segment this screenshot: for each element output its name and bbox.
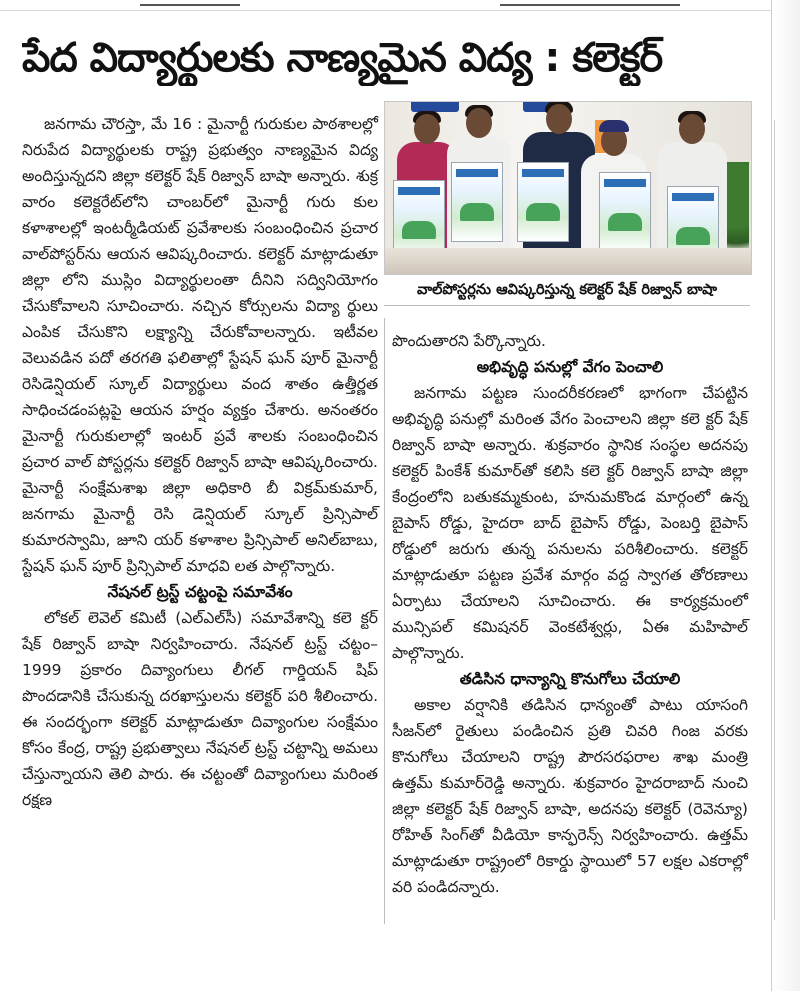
text-line: పూర్ ప్రిన్సిపాల్ మాధవి లత పాల్గొన్నారు. [91,557,336,575]
article-photo [384,101,752,275]
text-line: పాఠశాలల్లో నిరుపేద విద్యార్థులకు రాష్ట్ర [22,115,378,159]
text-line: కలెక్టర్ (రెవెన్యూ) రోహిత్ సింగ్‌తో వీడియో కాన్ఫరెన్స్ [392,800,748,844]
article-column-2 [392,328,748,900]
text-line: సంస్థల అదనపు కలెక్టర్ పింకేశ్ కుమార్‌తో కలిసి కలె [392,436,748,480]
text-line: కమిషనర్ వెంకటేశ్వర్లు, ఏఈ మహిపాల్ పాల్గొన్నారు. [392,618,748,662]
text-line: స్థాయిలో 57 లక్షల ఎకరాల్లో వరి పండిదన్నారు. [392,852,748,896]
text-line: వారం కలెక్టరేట్‌లోని చాంబర్‌లో మైనార్టీ గురు [22,193,336,211]
text-line: జనగామ చౌరస్తా, మే 16 : మైనార్టీ గురుకుల [44,115,308,133]
text-line: ఇటీవల వెలువడిన పదో తరగతి ఫలితాల్లో స్టేషన్ ఘన్ [22,323,378,367]
text-line: రిజ్వాన్ బాషా ఆవిష్కరించారు. మైనార్టీ సంక్షేమశాఖ [22,453,378,497]
text-line: కుల కళాశాలల్లో ఇంటర్మీడియట్ ప్రవేశాలకు [22,193,378,237]
text-line: జిల్లా కలెక్టర్ షేక్ రిజ్వాన్ బాషా అన్నారు. శుక్ర [112,167,378,185]
text-line: చట్టం–1999 ప్రకారం దివ్యాంగులు లీగల్ గార్డియన్ [22,635,378,679]
section-paragraph [22,605,378,813]
text-line: అకాల వర్షానికి తడిసిన ధాన్యంతో పాటు యాసంగి [414,696,748,714]
continued-line: పొందుతారని పేర్కొన్నారు. [392,332,546,350]
wall-poster [517,162,569,242]
section-subhead: అభివృద్ధి పనుల్లో వేగం పెంచాలి [476,358,664,376]
text-line: చేయాలని సూచించారు. ఈ కార్యక్రమంలో మున్సిపల్ [392,592,748,636]
section-paragraph [392,380,748,666]
text-line: షిప్ పొందడానికి చేసుకున్న దరఖాస్తులను కలెక్టర్ పరి [22,661,378,705]
text-line: సీజన్‌లో రైతులు పండించిన ప్రతి చివరి గింజ వరకు [392,722,748,740]
text-line: తున్న పనులను పరిశీలించారు. కలెక్టర్ మాట్లాడుతూ [392,540,748,584]
lead-paragraph [22,111,378,579]
text-line: క్టర్ షేక్ రిజ్వాన్ బాషా అన్నారు. శుక్రవారం స్థానిక [392,410,748,454]
section-subhead: తడిసిన ధాన్యాన్ని కొనుగోలు చేయాలి [459,670,681,688]
text-line: చేసుకోవాలని సూచించారు. నచ్చిన కోర్సులను విద్యా [22,297,340,315]
text-line: బాద్ బైపాస్ రోడ్డు, పెంబర్తి బైపాస్ రోడ్డులో జరుగు [392,514,748,558]
text-line: జనగామ పట్టణ సుందరీకరణలో భాగంగా చేపట్టిన [414,384,748,402]
section-paragraph [392,692,748,900]
top-clipped-strip [0,0,800,11]
text-line: చేశారు. అనంతరం మైనార్టీ గురుకులాల్లో ఇంటర్ ప్రవే [22,401,378,445]
text-line: శాతం ఉత్తీర్ణత సాధించడంపట్లపై ఆయన హర్షం వ్యక్తం [22,375,378,419]
text-line: లోకల్ లెవెల్ కమిటీ (ఎల్‌ఎల్‌సీ) సమావేశాన్ని కలె [44,609,352,627]
text-line: డెన్షియల్ స్కూల్ ప్రిన్సిపాల్ కుమారస్వామి, జూని [22,505,379,549]
article-headline: పేద విద్యార్థులకు నాణ్యమైన విద్య : కలెక్టర్ [22,35,663,81]
adjacent-page-edge [771,0,800,991]
text-line: శీలించారు. ఈ సందర్భంగా కలెక్టర్ మాట్లాడుతూ [22,687,378,731]
text-line: ఆవిష్కరించారు. కలెక్టర్ మాట్లాడుతూ జిల్లా [22,245,378,289]
text-line: క్టర్ షేక్ రిజ్వాన్ బాషా నిర్వహించారు. నేషనల్ ట్రస్ట్ [22,609,378,653]
desk [385,248,751,274]
wall-poster [599,172,651,252]
photo-caption: వాల్‌పోస్టర్లను ఆవిష్కరిస్తున్న కలెక్టర్ షేక్ రిజ్వాన్ బాషా [416,282,718,298]
text-line: నిర్వహించారు. ఉత్తమ్ మాట్లాడుతూ రాష్ట్రంలో రికార్డు [392,826,748,870]
text-line: సంబంధించిన ప్రచార వాల్‌పోస్టర్‌ను ఆయన [22,219,379,263]
caption-divider [384,305,750,306]
text-line: శాలకు సంబంధించిన ప్రచార వాల్ పోస్టర్లను కలెక్టర్ [22,427,378,471]
section-subhead: నేషనల్ ట్రస్ట్ చట్టంపై సమావేశం [107,583,293,601]
wall-emblem [411,102,459,112]
text-line: జిల్లా అధికారి బీ విక్రమ్‌కుమార్, జనగామ మైనార్టీ రెసి [22,479,378,523]
text-line: పూర్ మైనార్టీ రెసిడెన్షియల్ స్కూల్ విద్యార్థులు వంద [22,349,378,393]
text-line: ప్రభుత్వం నాణ్యమైన విద్య అందిస్తున్నదని [22,141,378,185]
text-line: ఉత్తమ్ కుమార్‌రెడ్డి అన్నారు. శుక్రవారం హైదరాబాద్ [392,774,705,792]
text-line: పారు. ఈ చట్టంతో దివ్యాంగులు మరింత రక్షణ [22,765,378,809]
text-line: యర్ కళాశాల ప్రిన్సిపాల్ అనిల్‌బాబు, స్టేషన్ ఘన్ [22,531,378,575]
article-column-1 [22,111,378,813]
column-divider [384,318,385,924]
text-line: నేషనల్ ట్రస్ట్ చట్టాన్ని అమలు చేస్తున్నాయని తెలి [22,739,378,783]
text-line: పట్టణ ప్రవేశ మార్గం వద్ద స్వాగత తోరణాలు ఏర్పాటు [392,566,748,610]
text-line: క్టర్ రిజ్వాన్ బాషా జిల్లా కేంద్రంలోని బతుకమ్మకుంట, [392,462,748,506]
text-line: ర్థులు ఎంపిక చేసుకొని లక్ష్యాన్ని చేరుకోవాలన్నారు. [22,297,378,341]
text-line: లోని ముస్లిం విద్యార్థులంతా దీనిని సద్వినియోగం [62,271,378,289]
wall-poster [451,162,503,242]
text-line: అభివృద్ధి పనుల్లో మరింత వేగం పెంచాలని జిల్లా కలె [392,410,700,428]
text-line: దివ్యాంగుల సంక్షేమం కోసం కేంద్ర, రాష్ట్ర ప్రభుత్వాలు [22,713,378,757]
text-line: నుంచి జిల్లా కలెక్టర్ షేక్ రిజ్వాన్ బాషా, అదనపు [392,774,748,818]
text-line: హనుమకొండ మార్గంలో ఉన్న బైపాస్ రోడ్డు, హైదరా [392,488,748,532]
text-line: కొనుగోలు చేయాలని రాష్ట్ర పౌరసరఫరాల శాఖ మంత్రి [392,748,748,766]
